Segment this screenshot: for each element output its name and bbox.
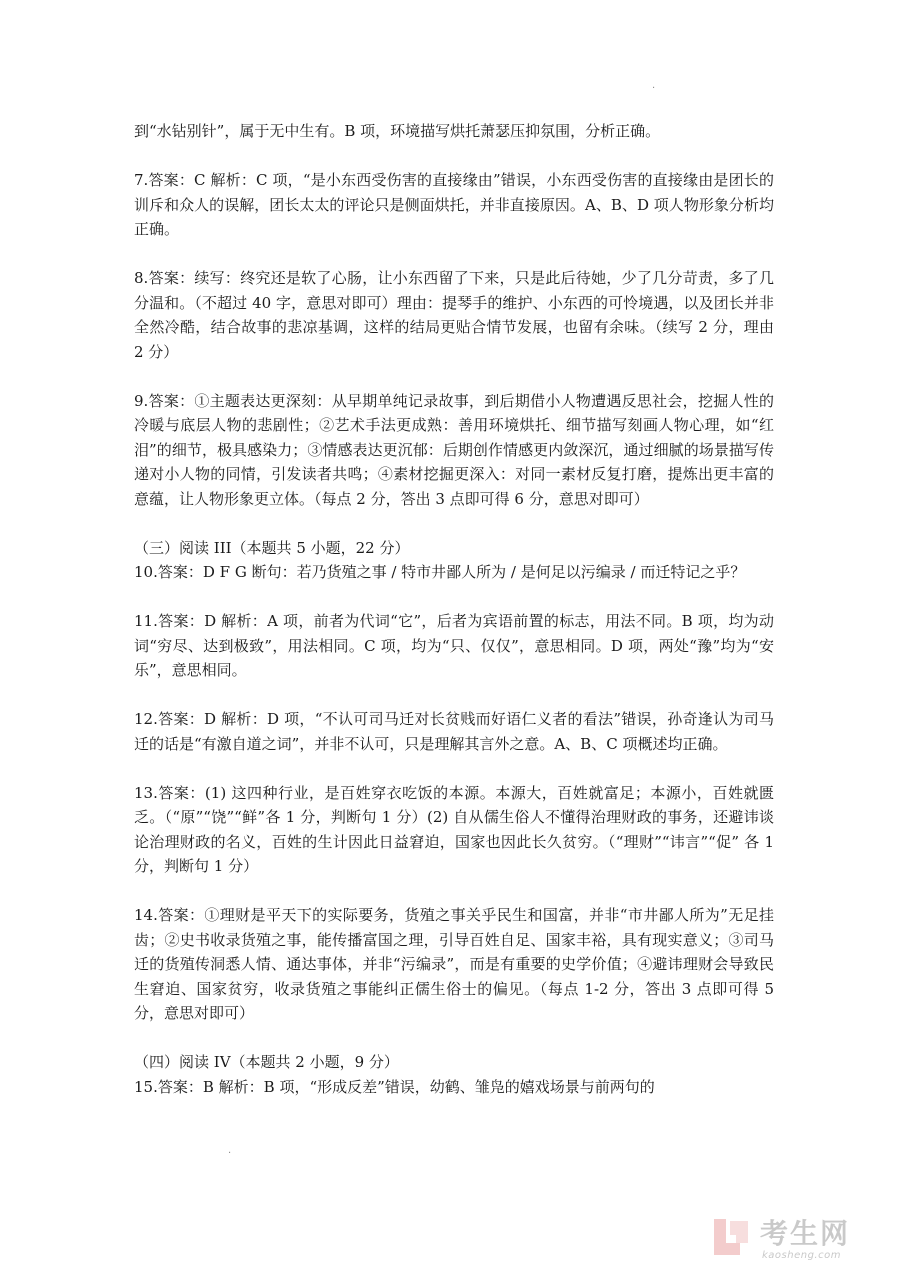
kaosheng-logo-icon: [712, 1217, 752, 1259]
answer-14: 14.答案：①理财是平天下的实际要务，货殖之事关乎民生和国富，并非“市井鄙人所为”无足挂齿；②史书收录货殖之事，能传播富国之理，引导百姓自足、国家丰裕，具有现实意义；③司马迁的货殖传洞悉人情、通达事体，并非“污编录”，而是有重要的史学价值；④避讳理财会导致民生窘迫、国家贫穷，收录货殖之事能纠正儒生俗士的偏见。（每点 1-2 分，答出 3 点即可得 5 分，意思对即可）: [134, 906, 774, 1022]
watermark-url: kaosheng.com: [762, 1250, 841, 1261]
answer-10: 10.答案：D F G 断句：若乃货殖之事 / 特市井鄙人所为 / 是何足以污编录 / 而迁特记之乎？: [134, 563, 746, 581]
answer-13: 13.答案：(1) 这四种行业，是百姓穿衣吃饭的本源。本源大，百姓就富足；本源小，百姓就匮乏。（“原”“饶”“鲜”各 1 分，判断句 1 分）(2) 自从儒生俗人不懂得治理财政的事务，还避讳谈论治理财政的名义，百姓的生计因此日益窘迫，国家也因此长久贫穷。（“理财”“讳言”“促” 各 1 分，判断句 1 分）: [134, 783, 774, 875]
answer-8: 8.答案：续写：终究还是软了心肠，让小东西留了下来，只是此后待她，少了几分苛责，多了几分温和。（不超过 40 字，意思对即可）理由：提琴手的维护、小东西的可怜境遇，以及团长并非全然冷酷，结合故事的悲凉基调，这样的结局更贴合情节发展，也留有余味。（续写 2 分，理由 2 分）: [134, 269, 774, 361]
answer-7: 7.答案：C 解析：C 项，“是小东西受伤害的直接缘由”错误，小东西受伤害的直接缘由是团长的训斥和众人的误解，团长太太的评论只是侧面烘托，并非直接原因。A、B、D 项人物形象分析均正确。: [134, 171, 774, 238]
bottom-mark: .: [228, 1145, 232, 1156]
answer-11: 11.答案：D 解析：A 项，前者为代词“它”，后者为宾语前置的标志，用法不同。B 项，均为动词“穷尽、达到极致”，用法相同。C 项，均为“只、仅仅”，意思相同。D 项，两处“豫”均为“安乐”，意思相同。: [134, 612, 774, 679]
section-3-heading: （三）阅读 III（本题共 5 小题，22 分）: [134, 538, 410, 557]
section-4-heading: （四）阅读 IV（本题共 2 小题，9 分）: [134, 1053, 399, 1071]
answer-content: [134, 119, 774, 1099]
top-mark: .: [652, 80, 656, 91]
answer-15: 15.答案：B 解析：B 项，“形成反差”错误，幼鹤、雏凫的嬉戏场景与前两句的: [134, 1077, 655, 1096]
answer-9: 9.答案：①主题表达更深刻：从早期单纯记录故事，到后期借小人物遭遇反思社会，挖掘人性的冷暖与底层人物的悲剧性；②艺术手法更成熟：善用环境烘托、细节描写刻画人物心理，如“红泪”的细节，极具感染力；③情感表达更沉郁：后期创作情感更内敛深沉，通过细腻的场景描写传递对小人物的同情，引发读者共鸣；④素材挖掘更深入：对同一素材反复打磨，提炼出更丰富的意蕴，让人物形象更立体。（每点 2 分，答出 3 点即可得 6 分，意思对即可）: [134, 391, 774, 508]
watermark: [712, 1217, 882, 1263]
answer-12: 12.答案：D 解析：D 项，“不认可司马迁对长贫贱而好语仁义者的看法”错误，孙奇逢认为司马迁的话是“有激自道之词”，并非不认可，只是理解其言外之意。A、B、C 项概述均正确。: [134, 710, 774, 753]
paragraph-continuation: 到“水钻别针”，属于无中生有。B 项，环境描写烘托萧瑟压抑氛围，分析正确。: [134, 122, 661, 140]
watermark-name: 考生网: [760, 1217, 851, 1250]
